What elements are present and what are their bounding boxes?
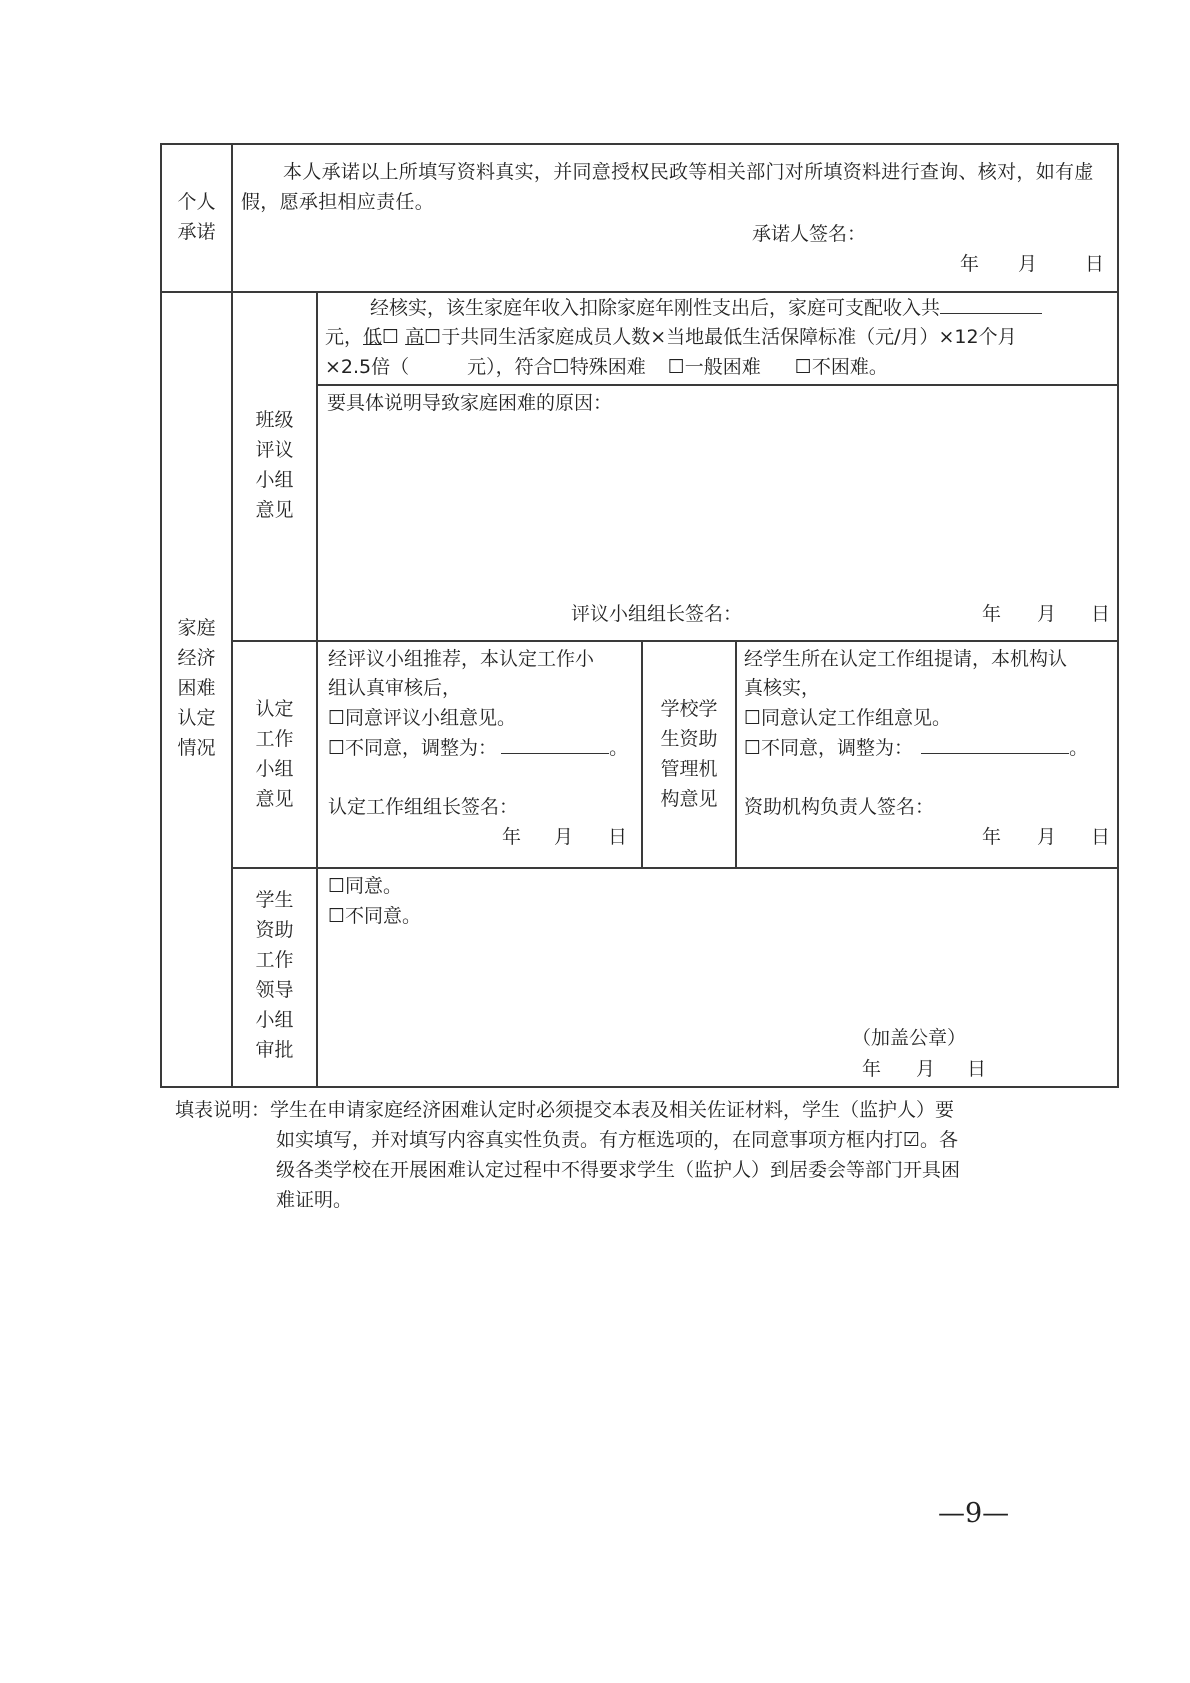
- verify-line-1: [370, 293, 1042, 323]
- school-org-disagree: [744, 733, 1088, 763]
- income-blank[interactable]: [940, 293, 1042, 314]
- leader-group-disagree-label: 不同意。: [345, 905, 422, 927]
- verify-line-2a: 元，: [325, 326, 364, 348]
- class-group-label-2: 评议: [255, 439, 294, 461]
- no-difficulty-label: 不困难。: [811, 356, 888, 378]
- work-group-agree: [328, 703, 516, 733]
- leader-group-label-2: 资助: [255, 919, 294, 941]
- work-group-label-2: 工作: [255, 728, 294, 750]
- family-label-1: 家庭: [177, 617, 216, 639]
- work-group-agree-checkbox[interactable]: ☐: [328, 707, 346, 729]
- school-org-date-month: 月: [1037, 826, 1057, 848]
- school-org-label: [643, 694, 735, 814]
- work-group-label-4: 意见: [255, 788, 294, 810]
- table-border-top: [160, 143, 1119, 145]
- work-group-disagree-checkbox[interactable]: ☐: [328, 737, 346, 759]
- work-group-text-1: 经评议小组推荐，本认定工作小: [328, 648, 595, 670]
- class-group-row-bottom: [231, 640, 1119, 642]
- low-label: 低: [363, 326, 383, 348]
- school-org-label-3: 管理机: [660, 758, 718, 780]
- promise-date-day: 日: [1085, 253, 1105, 275]
- work-group-adjust-blank[interactable]: [501, 733, 609, 754]
- class-group-label-3: 小组: [255, 469, 294, 491]
- school-org-adjust-blank[interactable]: [921, 733, 1069, 754]
- work-group-signer: 认定工作组组长签名：: [328, 796, 519, 818]
- work-group-date-year: 年: [502, 826, 522, 848]
- leader-group-agree: [328, 871, 402, 901]
- high-checkbox[interactable]: ☐: [424, 326, 442, 348]
- leader-group-agree-checkbox[interactable]: ☐: [328, 875, 346, 897]
- table-border-bottom: [160, 1086, 1119, 1088]
- leader-group-date-year: 年: [862, 1058, 882, 1080]
- class-group-date-day: 日: [1091, 603, 1111, 625]
- school-org-text-1: 经学生所在认定工作组提请，本机构认: [744, 648, 1068, 670]
- promise-date-year: 年: [960, 253, 980, 275]
- promise-label-2: 承诺: [177, 221, 216, 243]
- verify-line-3b: 元），符合: [467, 356, 553, 378]
- family-label-4: 认定: [177, 707, 216, 729]
- class-group-signer: 评议小组组长签名：: [571, 603, 743, 625]
- leader-group-stamp: （加盖公章）: [852, 1027, 967, 1049]
- leader-group-label-3: 工作: [255, 949, 294, 971]
- school-org-agree: [744, 703, 951, 733]
- school-org-date-year: 年: [982, 826, 1002, 848]
- special-difficulty-label: 特殊困难: [569, 356, 646, 378]
- sublabel-col-divider: [316, 291, 318, 1088]
- family-label: [162, 613, 231, 763]
- instructions-line-4: 难证明。: [276, 1189, 353, 1211]
- leader-group-label-4: 领导: [255, 979, 294, 1001]
- work-group-disagree: [328, 733, 628, 763]
- work-group-agree-label: 同意评议小组意见。: [345, 707, 517, 729]
- family-label-5: 情况: [177, 737, 216, 759]
- leader-group-label-1: 学生: [255, 889, 294, 911]
- promise-label-1: 个人: [177, 191, 216, 213]
- promise-label: [162, 187, 231, 247]
- verify-row-bottom: [316, 384, 1119, 386]
- work-group-row-bottom: [231, 867, 1119, 869]
- general-difficulty-label: 一般困难: [684, 356, 761, 378]
- low-checkbox[interactable]: ☐: [382, 326, 400, 348]
- instructions-line-3: 级各类学校在开展困难认定过程中不得要求学生（监护人）到居委会等部门开具困: [276, 1159, 961, 1181]
- school-org-label-1: 学校学: [660, 698, 718, 720]
- promise-signer: 承诺人签名：: [752, 223, 867, 245]
- verify-line-3: [325, 352, 888, 382]
- instructions-line-2: 如实填写，并对填写内容真实性负责。有方框选项的，在同意事项方框内打☑。各: [276, 1129, 959, 1151]
- leader-group-date-day: 日: [967, 1058, 987, 1080]
- leader-group-label-5: 小组: [255, 1009, 294, 1031]
- instructions-title: 填表说明：: [175, 1099, 271, 1121]
- school-org-agree-checkbox[interactable]: ☐: [744, 707, 762, 729]
- promise-date-month: 月: [1018, 253, 1038, 275]
- school-org-label-2: 生资助: [660, 728, 718, 750]
- leader-group-disagree: [328, 901, 421, 931]
- leader-group-disagree-checkbox[interactable]: ☐: [328, 905, 346, 927]
- instructions-line-1: 学生在申请家庭经济困难认定时必须提交本表及相关佐证材料，学生（监护人）要: [270, 1099, 955, 1121]
- school-org-col-divider: [735, 640, 737, 868]
- school-org-disagree-checkbox[interactable]: ☐: [744, 737, 762, 759]
- reason-textarea[interactable]: [318, 420, 1116, 590]
- high-label: 高: [405, 326, 425, 348]
- school-org-signer: 资助机构负责人签名：: [744, 796, 935, 818]
- verify-line-1-text: 经核实，该生家庭年收入扣除家庭年刚性支出后，家庭可支配收入共: [370, 297, 941, 319]
- table-border-right: [1117, 143, 1119, 1088]
- instructions: [175, 1095, 1075, 1215]
- family-label-3: 困难: [177, 677, 216, 699]
- leader-group-label: [233, 885, 316, 1065]
- family-label-2: 经济: [177, 647, 216, 669]
- promise-text: 本人承诺以上所填写资料真实，并同意授权民政等相关部门对所填资料进行查询、核对，如有虚假，愿承担相应责任。: [241, 161, 1094, 213]
- school-org-date-day: 日: [1091, 826, 1111, 848]
- work-group-text-2: 组认真审核后，: [328, 677, 462, 699]
- class-group-label: [233, 405, 316, 525]
- class-group-date-month: 月: [1037, 603, 1057, 625]
- work-group-date-day: 日: [608, 826, 628, 848]
- verify-line-2b: 于共同生活家庭成员人数×当地最低生活保障标准（元/月）×12个月: [441, 326, 1017, 348]
- work-group-period: 。: [609, 737, 629, 759]
- class-group-date-year: 年: [982, 603, 1002, 625]
- leader-group-agree-label: 同意。: [345, 875, 403, 897]
- reason-prompt: 要具体说明导致家庭困难的原因：: [327, 392, 613, 414]
- leader-group-date-month: 月: [916, 1058, 936, 1080]
- page-number: —9—: [938, 1498, 1010, 1529]
- class-group-label-4: 意见: [255, 499, 294, 521]
- general-difficulty-checkbox[interactable]: ☐: [667, 356, 685, 378]
- no-difficulty-checkbox[interactable]: ☐: [794, 356, 812, 378]
- school-org-period: 。: [1069, 737, 1089, 759]
- work-group-date-month: 月: [554, 826, 574, 848]
- school-org-agree-label: 同意认定工作组意见。: [761, 707, 952, 729]
- school-org-text-2: 真核实，: [744, 677, 821, 699]
- special-difficulty-checkbox[interactable]: ☐: [552, 356, 570, 378]
- leader-group-label-6: 审批: [255, 1039, 294, 1061]
- school-org-disagree-label: 不同意，调整为：: [761, 737, 914, 759]
- work-group-disagree-label: 不同意，调整为：: [345, 737, 498, 759]
- work-group-label-3: 小组: [255, 758, 294, 780]
- work-group-label-1: 认定: [255, 698, 294, 720]
- school-org-label-4: 构意见: [660, 788, 718, 810]
- verify-line-2: [325, 322, 1017, 352]
- verify-line-3a: ×2.5倍（: [325, 356, 410, 378]
- work-group-label: [233, 694, 316, 814]
- class-group-label-1: 班级: [255, 409, 294, 431]
